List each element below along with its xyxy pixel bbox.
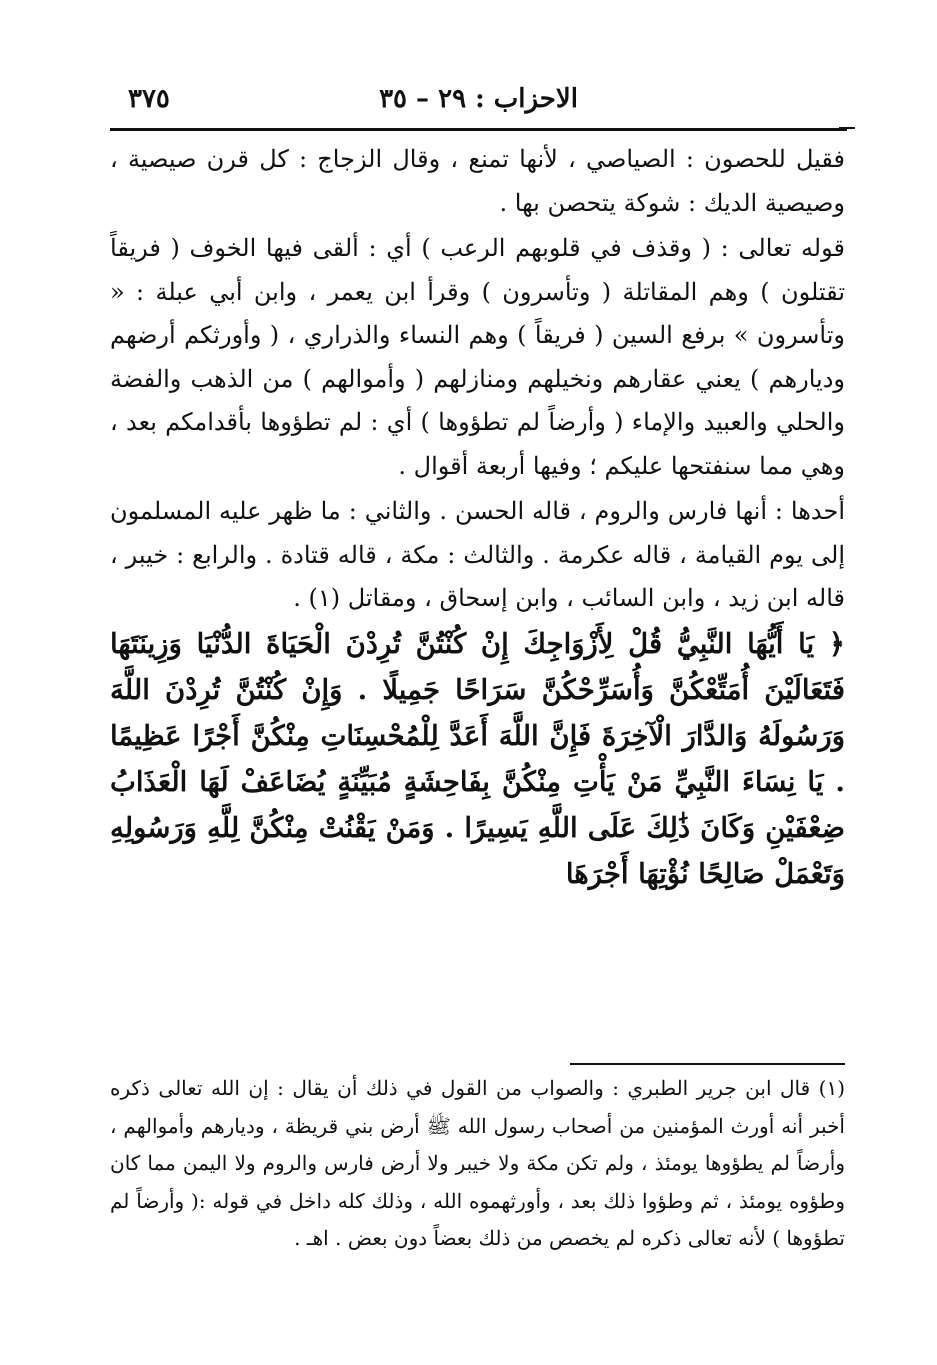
footnote-rule: [570, 1063, 845, 1065]
paragraph-qadhaf: قوله تعالى : ( وقذف في قلوبهم الرعب ) أي : ألقى فيها الخوف ( فريقاً تقتلون ) وهم المقاتلة ( وتأسرون ) وقرأ ابن يعمر ، وابن أبي عبلة : « وتأسرون » برفع السين ( فريقاً ) وهم النساء والذراري ، ( وأورثكم أرضهم وديارهم ) يعني عقارهم ونخيلهم ومنازلهم ( وأموالهم ) من الذهب والفضة والحلي والعبيد والإماء ( وأرضاً لم تطؤوها ) أي : لم تطؤوها بأقدامكم بعد ، وهي مما سنفتحها عليكم ؛ وفيها أربعة أقوال .: [110, 234, 845, 480]
page-header: [110, 80, 847, 120]
paragraph-four-opinions: أحدها : أنها فارس والروم ، قاله الحسن . والثاني : ما ظهر عليه المسلمون إلى يوم القيامة ، قاله عكرمة . والثالث : مكة ، قاله قتادة . والرابع : خيبر ، قاله ابن زيد ، وابن السائب ، وابن إسحاق ، ومقاتل (١) .: [110, 497, 845, 612]
header-rule: [110, 128, 847, 131]
footnote: (١) قال ابن جرير الطبري : والصواب من القول في ذلك أن يقال : إن الله تعالى ذكره أخبر أنه أورث المؤمنين من أصحاب رسول الله ﷺ أرض بني قريظة ، وديارهم وأموالهم ، وأرضاً لم يطؤوها يومئذ ، ولم تكن مكة ولا خيبر ولا أرض فارس والروم ولا اليمن مما كان وطؤوه يومئذ ، ثم وطؤوا ذلك بعد ، وأورثهموه الله ، وذلك كله داخل في قوله :( وأرضاً لم تطؤوها ) لأنه تعالى ذكره لم يخصص من ذلك بعضاً دون بعض . اهـ .: [110, 1076, 845, 1250]
paragraph-hususn: فقيل للحصون : الصياصي ، لأنها تمنع ، وقال الزجاج : كل قرن صيصية ، وصيصية الديك : شوكة يتحصن بها .: [110, 145, 845, 217]
page-number: ٣٧٥: [128, 84, 170, 114]
page-body: [110, 138, 845, 897]
quran-verses: ﴿ يَا أَيُّهَا النَّبِيُّ قُلْ لِأَزْوَاجِكَ إِنْ كُنْتُنَّ تُرِدْنَ الْحَيَاةَ الدُّنْيَا وَزِينَتَهَا فَتَعَالَيْنَ أُمَتِّعْكُنَّ وَأُسَرِّحْكُنَّ سَرَاحًا جَمِيلًا . وَإِنْ كُنْتُنَّ تُرِدْنَ اللَّهَ وَرَسُولَهُ وَالدَّارَ الْآخِرَةَ فَإِنَّ اللَّهَ أَعَدَّ لِلْمُحْسِنَاتِ مِنْكُنَّ أَجْرًا عَظِيمًا . يَا نِسَاءَ النَّبِيِّ مَنْ يَأْتِ مِنْكُنَّ بِفَاحِشَةٍ مُبَيِّنَةٍ يُضَاعَفْ لَهَا الْعَذَابُ ضِعْفَيْنِ وَكَانَ ذَٰلِكَ عَلَى اللَّهِ يَسِيرًا . وَمَنْ يَقْنُتْ مِنْكُنَّ لِلَّهِ وَرَسُولِهِ وَتَعْمَلْ صَالِحًا نُؤْتِهَا أَجْرَهَا: [110, 627, 845, 890]
running-title: الاحزاب : ٢٩ – ٣٥: [379, 84, 578, 114]
